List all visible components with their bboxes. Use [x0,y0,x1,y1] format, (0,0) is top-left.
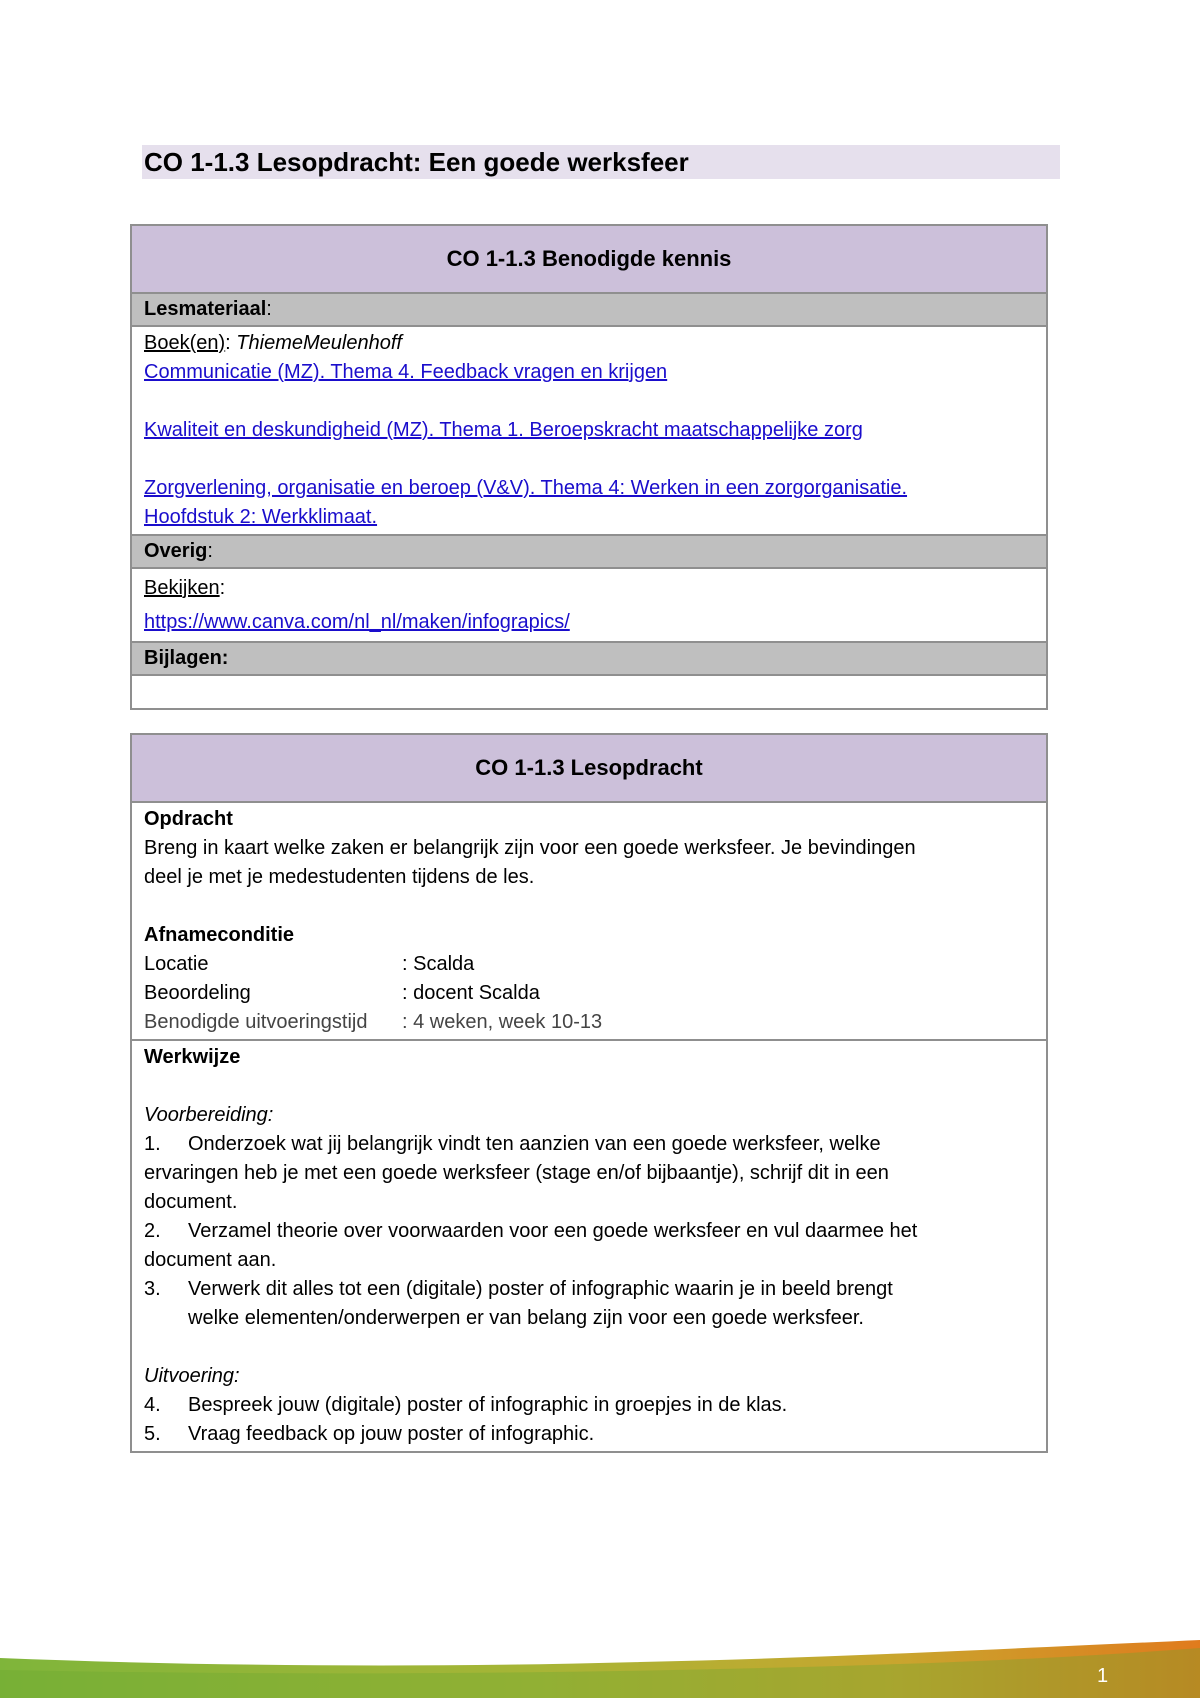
list-item [144,1275,1034,1304]
overig-label: Overig [144,540,208,562]
afname-label: Afnameconditie [144,924,295,946]
step-text: Onderzoek wat jij belangrijk vindt ten aanzien van een goede werksfeer, welke [188,1133,881,1155]
step-text: document aan. [144,1249,277,1271]
afname-row [144,950,1034,979]
footer-decoration [0,1640,1200,1698]
lesmateriaal-label: Lesmateriaal [144,298,267,320]
bijlagen-cell [132,676,1046,708]
bekijken-label: Bekijken [144,577,220,599]
afname-value: : 4 weken, week 10-13 [402,1011,603,1033]
colon: : [219,577,226,599]
lesmateriaal-cell [132,327,1046,536]
list-item [144,1391,1034,1420]
werkwijze-cell [132,1041,1046,1451]
afname-row [144,979,1034,1008]
colon: : [266,298,272,320]
link-hoofdstuk[interactable]: Hoofdstuk 2: Werkklimaat. [144,506,378,528]
uitvoering-label: Uitvoering: [144,1365,240,1387]
afname-value: : docent Scalda [402,982,540,1004]
step-text: document. [144,1191,238,1213]
step-text: ervaringen heb je met een goede werksfeer (stage en/of bijbaantje), schrijf dit in een [144,1162,889,1184]
link-kwaliteit[interactable]: Kwaliteit en deskundigheid (MZ). Thema 1. Beroepskracht maatschappelijke zorg [144,419,863,441]
page-title: CO 1-1.3 Lesopdracht: Een goede werksfeer [142,145,1060,179]
list-item [144,1420,1034,1449]
opdracht-text: Breng in kaart welke zaken er belangrijk zijn voor een goede werksfeer. Je bevindingen [144,837,916,859]
lesmateriaal-section [132,294,1046,327]
lesopdracht-table [130,733,1048,1453]
colon: : [225,332,231,354]
afname-key: Beoordeling [144,982,251,1004]
opdracht-cell [132,803,1046,1041]
afname-key: Locatie [144,953,209,975]
link-communicatie[interactable]: Communicatie (MZ). Thema 4. Feedback vragen en krijgen [144,361,668,383]
colon: : [207,540,213,562]
boek-value: ThiemeMeulenhoff [236,332,402,354]
lesopdracht-header: CO 1-1.3 Lesopdracht [132,735,1046,803]
step-number: 1. [144,1133,161,1155]
step-text: Verzamel theorie over voorwaarden voor een goede werksfeer en vul daarmee het [188,1220,918,1242]
werkwijze-label: Werkwijze [144,1046,241,1068]
page-number: 1 [1097,1665,1109,1687]
step-number: 5. [144,1423,161,1445]
step-number: 4. [144,1394,161,1416]
opdracht-text: deel je met je medestudenten tijdens de les. [144,866,535,888]
bijlagen-section: Bijlagen: [132,643,1046,676]
step-number: 3. [144,1278,161,1300]
voorbereiding-label: Voorbereiding: [144,1104,274,1126]
list-item [144,1130,1034,1159]
list-item [144,1217,1034,1246]
step-text: Verwerk dit alles tot een (digitale) poster of infographic waarin je in beeld brengt [188,1278,893,1300]
step-number: 2. [144,1220,161,1242]
opdracht-label: Opdracht [144,808,233,830]
afname-value: : Scalda [402,953,475,975]
canva-link[interactable]: https://www.canva.com/nl_nl/maken/infograpics/ [144,611,570,633]
boek-label: Boek(en) [144,332,226,354]
step-text: Vraag feedback op jouw poster of infographic. [188,1423,595,1445]
afname-row [144,1008,1034,1037]
step-text: Bespreek jouw (digitale) poster of infographic in groepjes in de klas. [188,1394,788,1416]
kennis-table [130,224,1048,710]
afname-key: Benodigde uitvoeringstijd [144,1011,368,1033]
overig-section [132,536,1046,569]
kennis-header: CO 1-1.3 Benodigde kennis [132,226,1046,294]
step-text: welke elementen/onderwerpen er van belang zijn voor een goede werksfeer. [188,1307,864,1329]
link-zorgverlening[interactable]: Zorgverlening, organisatie en beroep (V&V). Thema 4: Werken in een zorgorganisatie. [144,477,908,499]
overig-cell [132,569,1046,643]
